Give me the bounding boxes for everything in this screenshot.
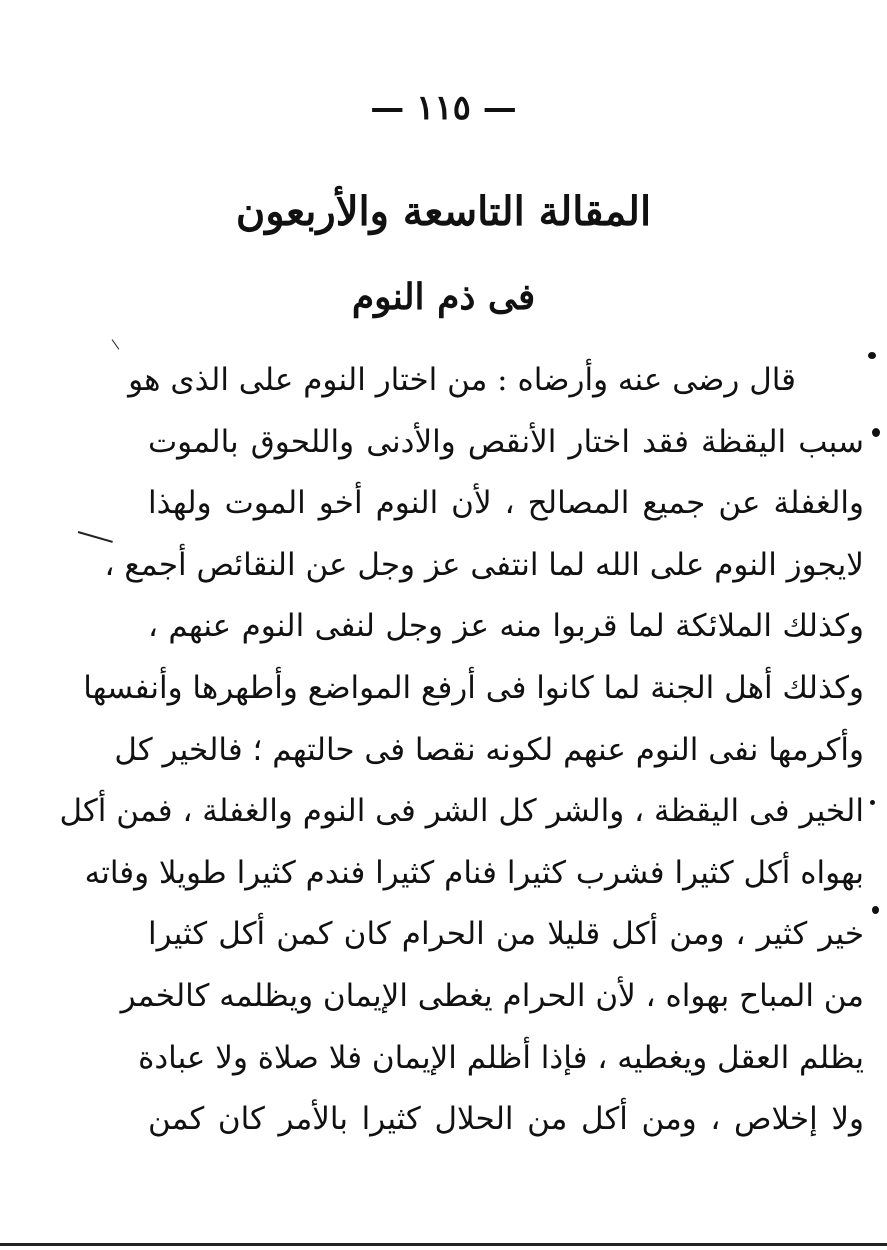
scan-mark — [112, 339, 120, 349]
chapter-title: المقالة التاسعة والأربعون — [235, 188, 652, 235]
scan-speck — [872, 906, 879, 914]
text-line: وكذلك الملائكة لما قربوا منه عز وجل لنفى النوم عنهم ، — [148, 608, 864, 645]
text-line: يظلم العقل ويغطيه ، فإذا أظلم الإيمان فلا صلاة ولا عبادة — [138, 1039, 864, 1076]
text-line: وكذلك أهل الجنة لما كانوا فى أرفع المواضع وأطهرها وأنفسها — [83, 669, 864, 706]
scan-speck — [870, 800, 875, 805]
text-line: الخير فى اليقظة ، والشر كل الشر فى النوم والغفلة ، فمن أكل — [59, 793, 864, 830]
text-line: والغفلة عن جميع المصالح ، لأن النوم أخو الموت ولهذا — [148, 485, 864, 522]
text-line: لايجوز النوم على الله لما انتفى عز وجل عن النقائص أجمع ، — [104, 546, 864, 583]
scan-speck — [872, 428, 880, 437]
body-text — [59, 350, 864, 1151]
text-line: من المباح بهواه ، لأن الحرام يغطى الإيمان ويظلمه كالخمر — [120, 977, 864, 1014]
text-line: ولا إخلاص ، ومن أكل من الحلال كثيرا بالأمر كان كمن — [148, 1101, 864, 1138]
text-line: بهواه أكل كثيرا فشرب كثيرا فنام كثيرا فندم كثيرا طويلا وفاته — [84, 854, 864, 891]
text-line: خير كثير ، ومن أكل قليلا من الحرام كان كمن أكل كثيرا — [148, 916, 864, 953]
bottom-border — [0, 1243, 887, 1246]
page-number: — ١١٥ — — [370, 88, 517, 128]
text-line: وأكرمها نفى النوم عنهم لكونه نقصا فى حالتهم ؛ فالخير كل — [114, 731, 864, 768]
chapter-subtitle: فى ذم النوم — [351, 276, 536, 318]
text-line: سبب اليقظة فقد اختار الأنقص والأدنى واللحوق بالموت — [148, 423, 864, 460]
text-line: قال رضى عنه وأرضاه : من اختار النوم على الذى هو — [128, 362, 796, 398]
scan-speck — [868, 352, 876, 359]
